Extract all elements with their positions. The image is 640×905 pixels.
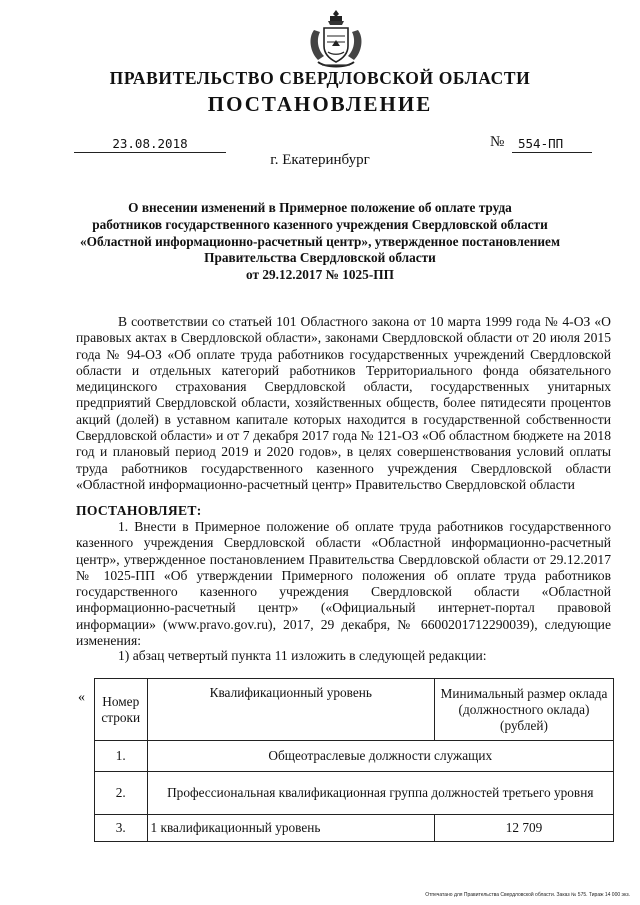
document-title <box>60 200 580 284</box>
title-line: «Областной информационно-расчетный центр», утвержденное постановлением <box>79 233 561 249</box>
document-type: ПОСТАНОВЛЕНИЕ <box>207 92 433 116</box>
salary-table <box>94 678 614 842</box>
number-sign: № <box>490 134 505 150</box>
row-group-cell: Общеотраслевые должности служащих <box>147 741 613 772</box>
preamble-paragraph: В соответствии со статьей 101 Областного закона от 10 марта 1999 года № 4-ОЗ «О правовых актах в Свердловской области», законами Свердловской области от 20 июля 2015 года № 94-ОЗ «Об оплате труда работников государственных учреждений Свердловской области и отдельных категорий работников Территориального фонда обязательного медицинского страхования Свердловской области, государственных унитарных предприятий Свердловской области, хозяйственных обществ, более пятидесяти процентов акций (долей) в уставном капитале которых находится в государственной собственности Свердловской области» и от 7 декабря 2017 года № 121-ОЗ «Об областном бюджете на 2018 год и плановый период 2019 и 2020 годов», в целях совершенствования условий оплаты труда работников государственного казенного учреждения Свердловской области «Областной информационно-расчетный центр» Правительство Свердловской области <box>76 314 611 492</box>
item1-section <box>76 519 611 649</box>
row-level-cell: 1 квалификационный уровень <box>147 815 434 842</box>
header-cell-number: Номер строки <box>95 679 148 741</box>
header-cell-salary: Минимальный размер оклада (должностного оклада) (рублей) <box>435 679 614 741</box>
decree-keyword: ПОСТАНОВЛЯЕТ: <box>76 503 202 518</box>
document-date: 23.08.2018 <box>74 136 226 153</box>
row-number-cell: 2. <box>95 772 148 815</box>
table-row <box>95 741 614 772</box>
title-line: работников государственного казенного учреждения Свердловской области <box>92 216 548 232</box>
row-number-cell: 3. <box>95 815 148 842</box>
preamble-section <box>76 314 611 493</box>
table-row <box>95 815 614 842</box>
row-salary-cell: 12 709 <box>435 815 614 842</box>
table-open-quote: « <box>78 690 85 705</box>
print-footer: Отпечатано для Правительства Свердловской области. Заказ № 575. Тираж 14 000 экз. <box>425 892 630 898</box>
coat-of-arms-emblem <box>306 8 366 70</box>
subitem1-section <box>76 648 611 664</box>
item1-paragraph: 1. Внести в Примерное положение об оплате труда работников государственного казенного учреждения Свердловской области «Областной информационно-расчетный центр», утвержденное постановлением Правительства Свердловской области от 29.12.2017 № 1025-ПП «Об утверждении Примерного положения об оплате труда работников государственного казенного учреждения Свердловской области «Областной информационно-расчетный центр» («Официальный интернет-портал правовой информации» (www.pravo.gov.ru), 2017, 29 декабря, № 6600201712290039), следующие изменения: <box>76 519 611 649</box>
row-number-cell: 1. <box>95 741 148 772</box>
table-row <box>95 772 614 815</box>
title-line: Правительства Свердловской области <box>204 250 436 266</box>
subitem1-paragraph: 1) абзац четвертый пункта 11 изложить в следующей редакции: <box>118 648 487 663</box>
document-city: г. Екатеринбург <box>270 152 370 168</box>
table-header-row <box>95 679 614 741</box>
title-line: от 29.12.2017 № 1025-ПП <box>246 267 394 283</box>
organization-name: ПРАВИТЕЛЬСТВО СВЕРДЛОВСКОЙ ОБЛАСТИ <box>109 68 531 88</box>
title-line: О внесении изменений в Примерное положение об оплате труда <box>128 200 512 215</box>
header-cell-level: Квалификационный уровень <box>147 679 434 741</box>
row-group-cell: Профессиональная квалификационная группа должностей третьего уровня <box>147 772 613 815</box>
document-number: 554-ПП <box>512 136 592 153</box>
